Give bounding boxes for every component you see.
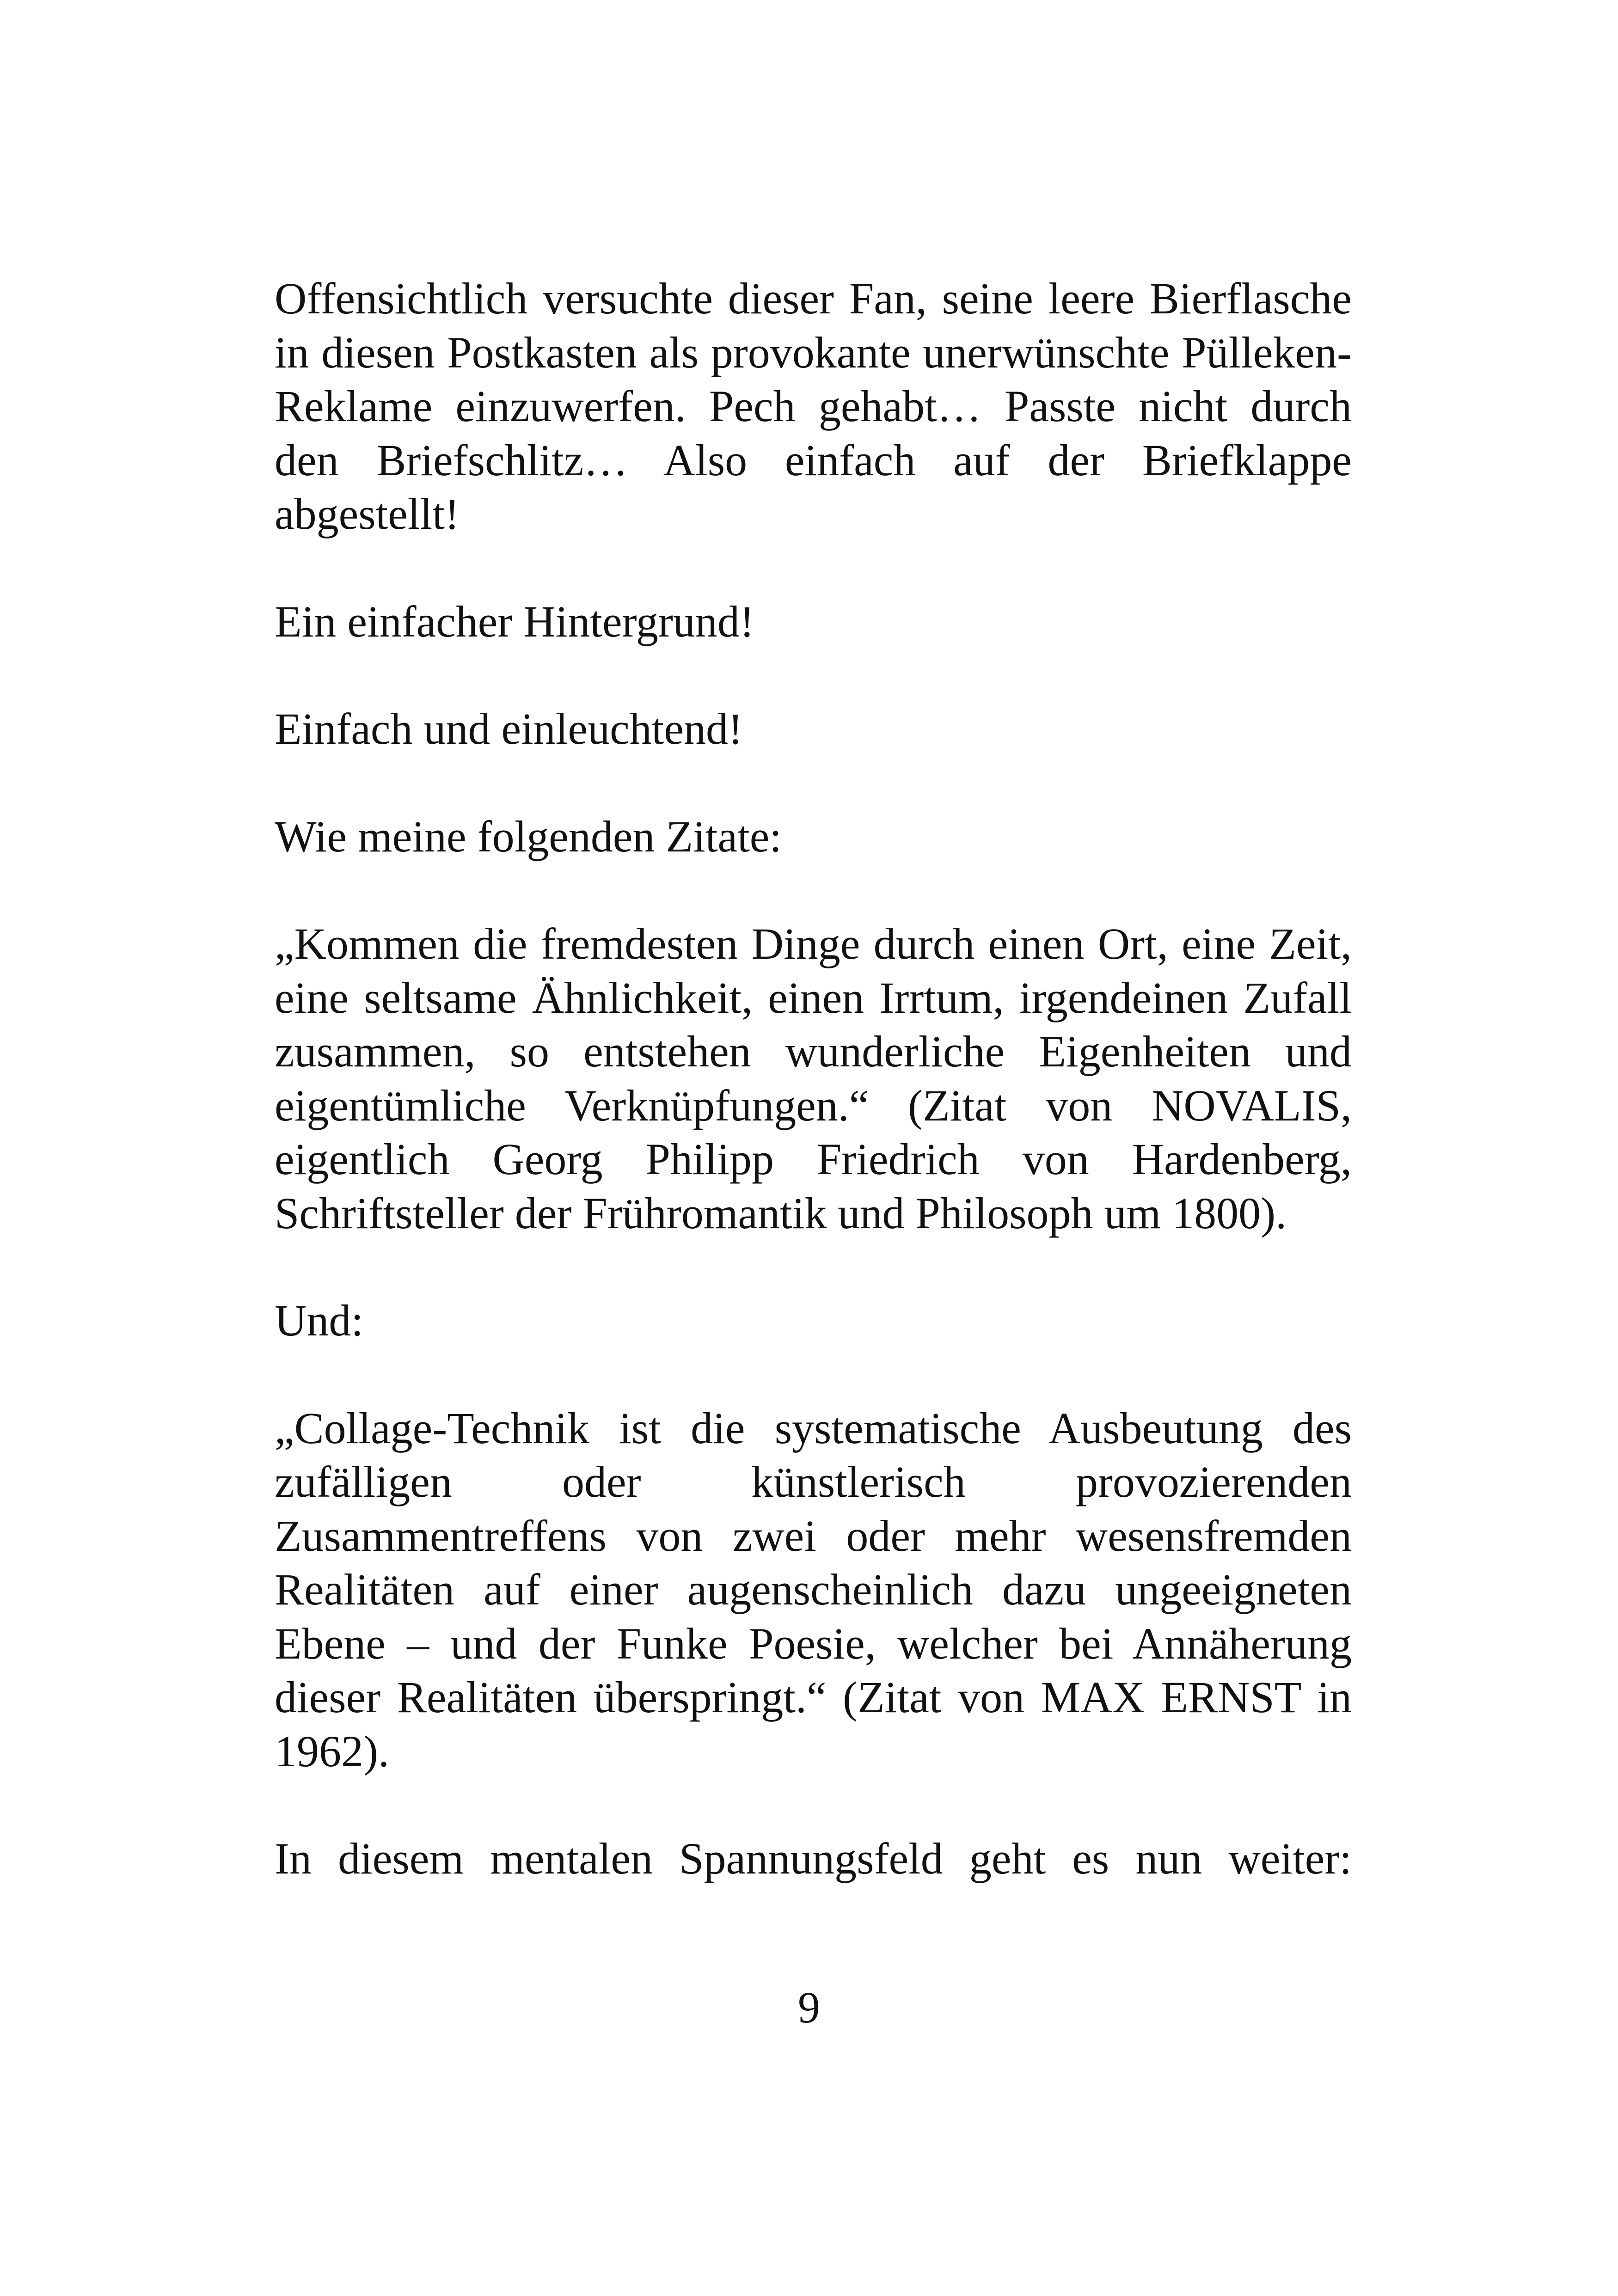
quote-max-ernst: „Collage-Technik ist die systematische Ausbeutung des zufälligen oder künstlerisch provozierenden Zusammentreffens von zwei oder mehr wesensfremden Realitäten auf einer augenscheinlich dazu ungeeigneten Ebene – und der Funke Poesie, welcher bei Annäherung dieser Realitäten überspringt.“ (Zitat von MAX ERNST in 1962). [275,1403,1352,1776]
paragraph-postkasten: Offensichtlich versuchte dieser Fan, seine leere Bierflasche in diesen Postkasten als provokante unerwünschte Pülleken-Reklame einzuwerfen. Pech gehabt… Passte nicht durch den Briefschlitz… Also einfach auf der Briefklappe abgestellt! [275,274,1352,539]
paragraph-zitate-intro: Wie meine folgenden Zitate: [275,811,782,861]
page-number: 9 [798,1983,820,2032]
quote-novalis: „Kommen die fremdesten Dinge durch einen Ort, eine Zeit, eine seltsame Ähnlichkeit, einen Irrtum, irgendeinen Zufall zusammen, so entstehen wunderliche Eigenheiten und eigentümliche Verknüpfungen.“ (Zitat von NOVALIS, eigentlich Georg Philipp Friedrich von Hardenberg, Schriftsteller der Frühromantik und Philosoph um 1800). [275,919,1352,1238]
paragraph-hintergrund: Ein einfacher Hintergrund! [275,596,754,646]
body-text [275,272,1352,1886]
paragraph-einleuchtend: Einfach und einleuchtend! [275,704,743,753]
paragraph-spannungsfeld: In diesem mentalen Spannungsfeld geht es nun weiter: [275,1834,1352,1883]
paragraph-und: Und: [275,1296,363,1345]
